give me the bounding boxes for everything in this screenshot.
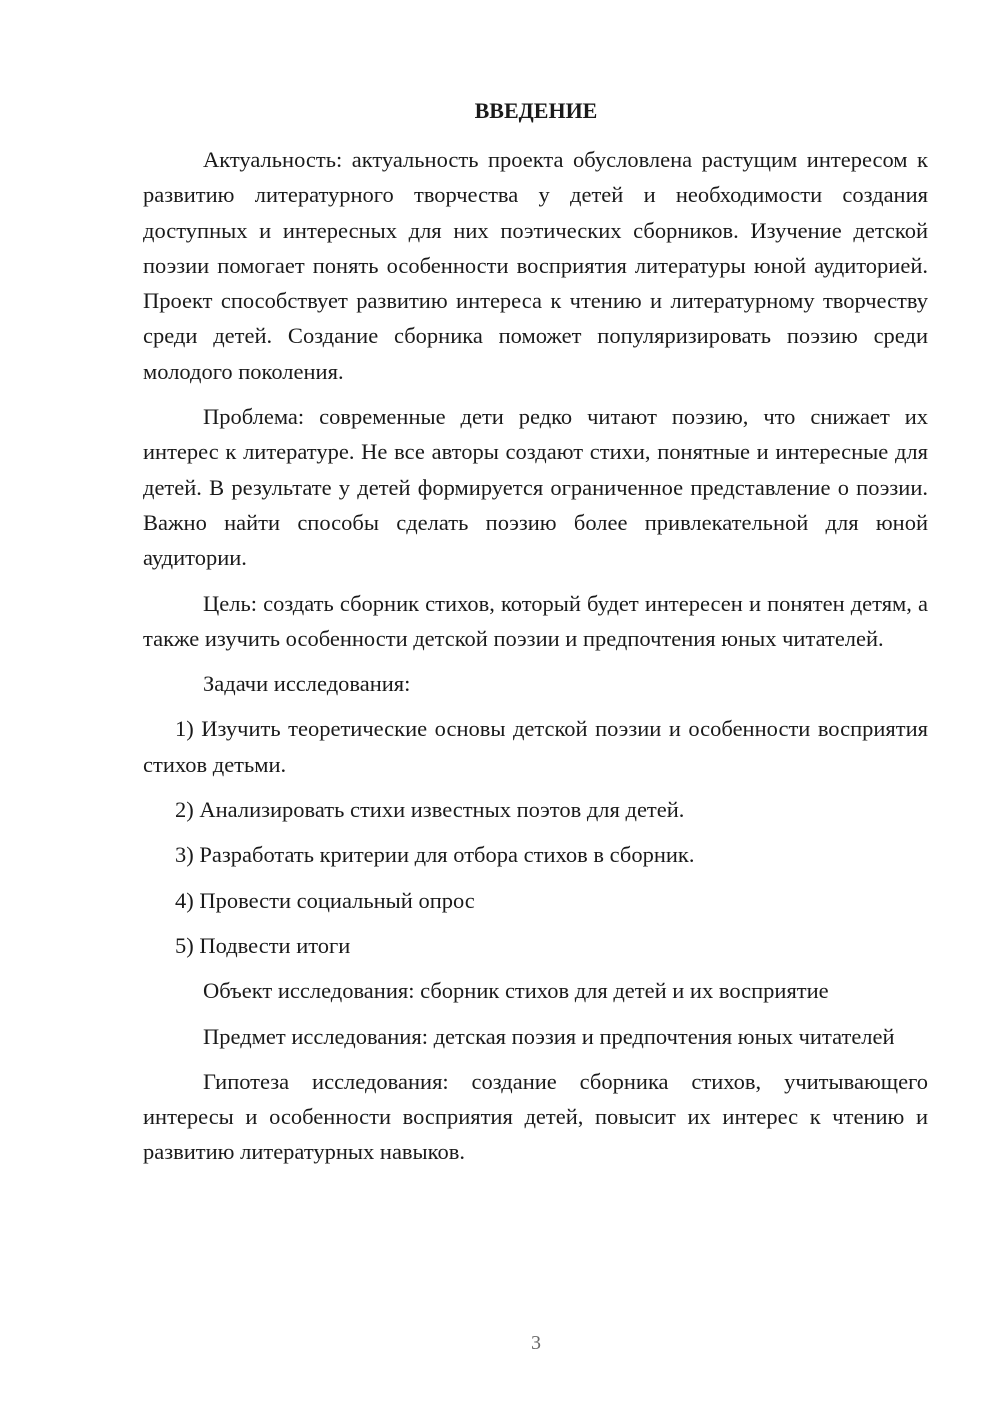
task-item: 3) Разработать критерии для отбора стихов в сборник. bbox=[175, 842, 695, 868]
object-paragraph: Объект исследования: сборник стихов для детей и их восприятие bbox=[203, 978, 829, 1004]
relevance-paragraph: Актуальность: актуальность проекта обусловлена растущим интересом к развитию литературного творчества у детей и необходимости создания доступных и интересных для них поэтических сборников. Изучение детской поэзии помогает понять особенности восприятия литературы юной аудиторией. Проект способствует развитию интереса к чтению и литературному творчеству среди детей. Создание сборника поможет популяризировать поэзию среди молодого поколения. bbox=[143, 147, 928, 384]
document-body bbox=[143, 142, 928, 1170]
section-title: ВВЕДЕНИЕ bbox=[474, 98, 598, 123]
goal-paragraph: Цель: создать сборник стихов, который будет интересен и понятен детям, а также изучить особенности детской поэзии и предпочтения юных читателей. bbox=[143, 590, 928, 651]
subject-paragraph: Предмет исследования: детская поэзия и предпочтения юных читателей bbox=[203, 1023, 895, 1049]
hypothesis-paragraph: Гипотеза исследования: создание сборника стихов, учитывающего интересы и особенности восприятия детей, повысит их интерес к чтению и развитию литературных навыков. bbox=[143, 1068, 928, 1165]
page-number: 3 bbox=[531, 1332, 541, 1354]
task-item: 5) Подвести итоги bbox=[175, 932, 351, 958]
task-item: 1) Изучить теоретические основы детской поэзии и особенности восприятия стихов детьми. bbox=[143, 716, 928, 777]
problem-paragraph: Проблема: современные дети редко читают поэзию, что снижает их интерес к литературе. Не все авторы создают стихи, понятные и интересные для детей. В результате у детей формируется ограниченное представление о поэзии. Важно найти способы сделать поэзию более привлекательной для юной аудитории. bbox=[143, 404, 928, 571]
task-item: 4) Провести социальный опрос bbox=[175, 887, 475, 913]
tasks-heading: Задачи исследования: bbox=[203, 671, 411, 697]
task-item: 2) Анализировать стихи известных поэтов для детей. bbox=[175, 797, 685, 823]
